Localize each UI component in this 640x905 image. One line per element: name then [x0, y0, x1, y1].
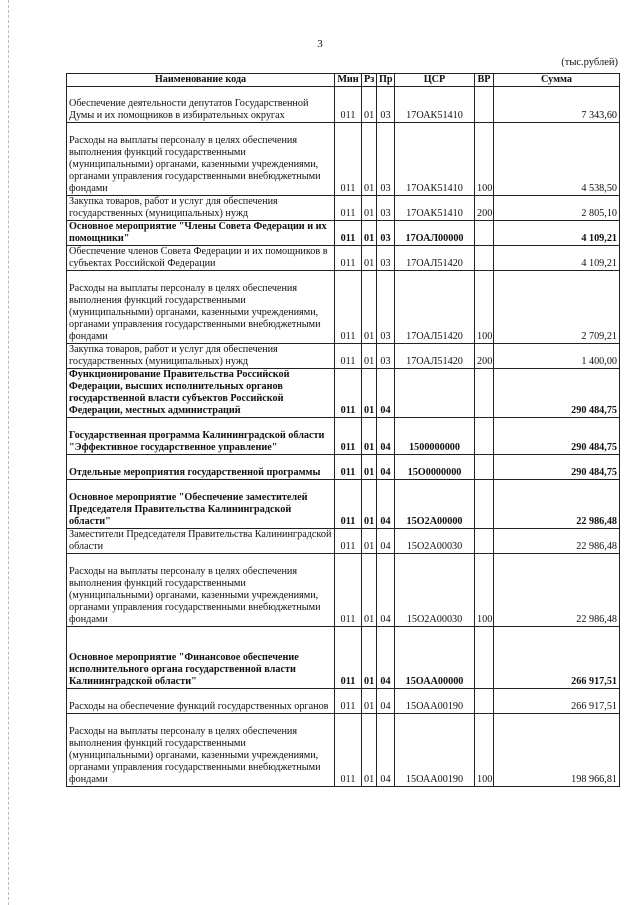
cell-pr: 04: [377, 369, 395, 418]
cell-name: Основное мероприятие "Финансовое обеспечение исполнительного органа государственной власти Калининградской области": [67, 627, 335, 689]
header-min: Мин: [335, 74, 362, 87]
cell-csr: 15О0000000: [395, 455, 475, 480]
cell-rz: 01: [362, 554, 377, 627]
table-row: [67, 369, 620, 418]
cell-sum: 266 917,51: [494, 627, 620, 689]
table-row: [67, 627, 620, 689]
cell-csr: 17ОАК51410: [395, 87, 475, 123]
table-row: [67, 714, 620, 787]
cell-csr: 15О2А00030: [395, 554, 475, 627]
cell-vr: [475, 529, 494, 554]
cell-min: 011: [335, 480, 362, 529]
cell-vr: 200: [475, 196, 494, 221]
cell-vr: 100: [475, 271, 494, 344]
cell-pr: 03: [377, 196, 395, 221]
cell-min: 011: [335, 344, 362, 369]
cell-vr: [475, 418, 494, 455]
cell-sum: 290 484,75: [494, 418, 620, 455]
cell-vr: [475, 627, 494, 689]
cell-pr: 04: [377, 480, 395, 529]
cell-csr: 17ОАК51410: [395, 123, 475, 196]
cell-name: Отдельные мероприятия государственной программы: [67, 455, 335, 480]
cell-min: 011: [335, 221, 362, 246]
cell-sum: 4 109,21: [494, 246, 620, 271]
cell-rz: 01: [362, 689, 377, 714]
cell-rz: 01: [362, 246, 377, 271]
cell-sum: 4 538,50: [494, 123, 620, 196]
cell-name: Обеспечение деятельности депутатов Государственной Думы и их помощников в избирательных округах: [67, 87, 335, 123]
table-row: [67, 344, 620, 369]
cell-rz: 01: [362, 418, 377, 455]
cell-vr: 100: [475, 714, 494, 787]
table-header: [67, 74, 620, 87]
table-body: [67, 87, 620, 787]
table-row: [67, 455, 620, 480]
cell-rz: 01: [362, 369, 377, 418]
cell-sum: 2 709,21: [494, 271, 620, 344]
table-row: [67, 196, 620, 221]
cell-pr: 03: [377, 246, 395, 271]
cell-sum: 290 484,75: [494, 369, 620, 418]
cell-sum: 290 484,75: [494, 455, 620, 480]
header-rz: Рз: [362, 74, 377, 87]
cell-pr: 03: [377, 221, 395, 246]
scan-margin-line: [8, 0, 10, 905]
header-name: Наименование кода: [67, 74, 335, 87]
cell-rz: 01: [362, 714, 377, 787]
cell-min: 011: [335, 418, 362, 455]
table-row: [67, 529, 620, 554]
table-row: [67, 87, 620, 123]
cell-sum: 1 400,00: [494, 344, 620, 369]
cell-rz: 01: [362, 221, 377, 246]
cell-vr: [475, 369, 494, 418]
cell-csr: 17ОАЛ51420: [395, 246, 475, 271]
cell-vr: 200: [475, 344, 494, 369]
cell-name: Заместители Председателя Правительства Калининградской области: [67, 529, 335, 554]
cell-name: Функционирование Правительства Российской Федерации, высших исполнительных органов государственной власти субъектов Российской Федерации, местных администраций: [67, 369, 335, 418]
header-sum: Сумма: [494, 74, 620, 87]
cell-min: 011: [335, 123, 362, 196]
cell-vr: [475, 87, 494, 123]
cell-csr: 17ОАЛ51420: [395, 271, 475, 344]
cell-csr: 15О2А00000: [395, 480, 475, 529]
cell-csr: 15ОАА00190: [395, 714, 475, 787]
budget-table: [66, 73, 620, 787]
cell-csr: 17ОАЛ00000: [395, 221, 475, 246]
cell-pr: 04: [377, 554, 395, 627]
cell-sum: 7 343,60: [494, 87, 620, 123]
cell-sum: 22 986,48: [494, 554, 620, 627]
header-pr: Пр: [377, 74, 395, 87]
cell-sum: 4 109,21: [494, 221, 620, 246]
cell-name: Расходы на выплаты персоналу в целях обеспечения выполнения функций государственными (муниципальными) органами, казенными учреждениями, органами управления государственными внебюджетными фондами: [67, 123, 335, 196]
table-row: [67, 418, 620, 455]
cell-pr: 03: [377, 344, 395, 369]
cell-rz: 01: [362, 627, 377, 689]
cell-pr: 04: [377, 418, 395, 455]
header-vr: ВР: [475, 74, 494, 87]
page-number: 3: [317, 38, 323, 50]
cell-csr: 17ОАЛ51420: [395, 344, 475, 369]
cell-csr: [395, 369, 475, 418]
cell-min: 011: [335, 554, 362, 627]
cell-csr: 17ОАК51410: [395, 196, 475, 221]
cell-pr: 03: [377, 87, 395, 123]
cell-rz: 01: [362, 529, 377, 554]
cell-name: Расходы на обеспечение функций государственных органов: [67, 689, 335, 714]
cell-min: 011: [335, 714, 362, 787]
cell-vr: 100: [475, 123, 494, 196]
cell-csr: 15ОАА00000: [395, 627, 475, 689]
cell-csr: 15ОАА00190: [395, 689, 475, 714]
cell-vr: 100: [475, 554, 494, 627]
table-row: [67, 246, 620, 271]
cell-name: Расходы на выплаты персоналу в целях обеспечения выполнения функций государственными (муниципальными) органами, казенными учреждениями, органами управления государственными внебюджетными фондами: [67, 271, 335, 344]
cell-csr: 1500000000: [395, 418, 475, 455]
cell-vr: [475, 221, 494, 246]
cell-min: 011: [335, 271, 362, 344]
cell-vr: [475, 246, 494, 271]
cell-name: Обеспечение членов Совета Федерации и их помощников в субъектах Российской Федерации: [67, 246, 335, 271]
table-row: [67, 689, 620, 714]
header-csr: ЦСР: [395, 74, 475, 87]
cell-name: Основное мероприятие "Обеспечение заместителей Председателя Правительства Калининградской области": [67, 480, 335, 529]
cell-rz: 01: [362, 480, 377, 529]
cell-pr: 04: [377, 714, 395, 787]
cell-sum: 22 986,48: [494, 480, 620, 529]
cell-pr: 04: [377, 529, 395, 554]
cell-csr: 15О2А00030: [395, 529, 475, 554]
cell-name: Государственная программа Калининградской области "Эффективное государственное управление": [67, 418, 335, 455]
cell-name: Закупка товаров, работ и услуг для обеспечения государственных (муниципальных) нужд: [67, 196, 335, 221]
cell-pr: 04: [377, 689, 395, 714]
table-row: [67, 123, 620, 196]
cell-rz: 01: [362, 455, 377, 480]
cell-vr: [475, 455, 494, 480]
cell-sum: 2 805,10: [494, 196, 620, 221]
cell-pr: 04: [377, 627, 395, 689]
cell-min: 011: [335, 529, 362, 554]
cell-rz: 01: [362, 271, 377, 344]
table-row: [67, 271, 620, 344]
cell-vr: [475, 689, 494, 714]
cell-name: Расходы на выплаты персоналу в целях обеспечения выполнения функций государственными (муниципальными) органами, казенными учреждениями, органами управления государственными внебюджетными фондами: [67, 714, 335, 787]
cell-min: 011: [335, 246, 362, 271]
cell-vr: [475, 480, 494, 529]
cell-min: 011: [335, 689, 362, 714]
cell-sum: 266 917,51: [494, 689, 620, 714]
cell-rz: 01: [362, 123, 377, 196]
cell-pr: 03: [377, 271, 395, 344]
cell-min: 011: [335, 369, 362, 418]
cell-min: 011: [335, 87, 362, 123]
cell-min: 011: [335, 196, 362, 221]
units-label: (тыс.рублей): [561, 57, 618, 68]
table-row: [67, 480, 620, 529]
cell-pr: 03: [377, 123, 395, 196]
cell-name: Расходы на выплаты персоналу в целях обеспечения выполнения функций государственными (муниципальными) органами, казенными учреждениями, органами управления государственными внебюджетными фондами: [67, 554, 335, 627]
cell-name: Основное мероприятие "Члены Совета Федерации и их помощники": [67, 221, 335, 246]
cell-pr: 04: [377, 455, 395, 480]
cell-name: Закупка товаров, работ и услуг для обеспечения государственных (муниципальных) нужд: [67, 344, 335, 369]
cell-rz: 01: [362, 87, 377, 123]
cell-rz: 01: [362, 344, 377, 369]
cell-rz: 01: [362, 196, 377, 221]
cell-sum: 22 986,48: [494, 529, 620, 554]
table-row: [67, 221, 620, 246]
table-row: [67, 554, 620, 627]
cell-sum: 198 966,81: [494, 714, 620, 787]
cell-min: 011: [335, 627, 362, 689]
cell-min: 011: [335, 455, 362, 480]
